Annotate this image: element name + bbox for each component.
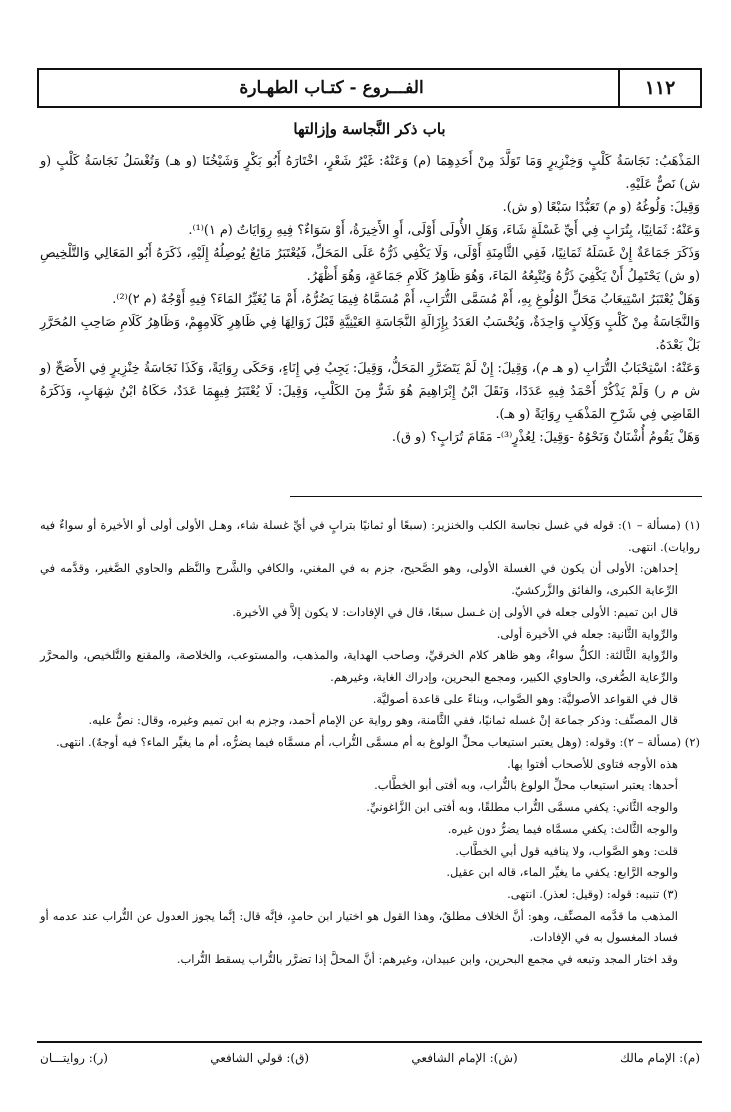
main-paragraph: المَذْهَبُ: نَجَاسَةُ كَلْبٍ وَخِنْزِيرٍ وَمَا تَوَلَّدَ مِنْ أَحَدِهِمَا (م) وَعَنْهُ: غَيْرُ شَعْرٍ، اخْتَارَهُ أَبُو بَكْرٍ وَشَيْخُنَا (و هـ) وَتُغْسَلُ نَجَاسَةُ كَلْبٍ (و ش) نَصٌّ عَلَيْهِ. [40, 154, 700, 192]
footnote-line: والرِّواية الثَّالثة: الكلُّ سواءٌ، وهو ظاهر كلام الخرقيِّ، وصاحب الهداية، والمذهب، والمستوعب، والخلاصة، والمقنع والتَّلخيص، والمحرَّر والرِّعاية الصُّغرى، والحاوي الكبير، ومجمع البحرين، وإدراك الغاية، وغيرهم. [40, 648, 678, 684]
main-paragraph: وَعَنْهُ: ثَمَانِيًا، بِتُرَابٍ فِي أَيِّ غَسْلَةٍ شَاءَ، وَهَلِ الأُولَى أَوْلَى، أَوِ الأَخِيرَةُ، أَوْ سَوَاءٌ؟ فِيهِ رِوَايَاتٌ (م ١)⁽¹⁾. [188, 223, 700, 238]
footnote-line: والوجه الثَّالث: يكفي مسمَّاه فيما يضرُّ دون غيره. [447, 821, 678, 836]
footnote-line: والوجه الثَّاني: يكفي مسمَّى التُّراب مطلقًا، وبه أفتى ابن الزَّاغونيِّ. [366, 800, 678, 815]
main-text [40, 150, 700, 449]
footnote-line: المذهب ما قدَّمه المصنِّف، وهو: أنَّ الخلاف مطلقٌ، وهذا القول هو اختيار ابن حامدٍ، فإنَّه قال: إنَّما يجوز العدول عن التُّراب عند عدمه أو فساد المغسول به في الإفادات. [40, 908, 678, 945]
legend-shafii: (ش): الإمام الشافعي [411, 1051, 518, 1065]
main-paragraph: وَالنَّجَاسَةُ مِنْ كَلْبٍ وَكِلَابٍ وَاحِدَةٌ، وَيُحْسَبُ العَدَدُ بِإِزَالَةِ النَّجَاسَةِ العَيْنِيَّةِ قَبْلَ زَوَالِهَا فِي ظَاهِرِ كَلَامِهِمْ، وَظَاهِرُ كَلَامِ صَاحِبِ المُحَرَّرِ بَلْ بَعْدَهُ. [40, 315, 700, 353]
footnote-line: هذه الأوجه فتاوى للأصحاب أفتوا بها. [507, 756, 678, 771]
footnotes [40, 515, 700, 971]
main-paragraph: وَهَلْ يُعْتَبَرُ اسْتِيعَابُ مَحَلِّ الوُلُوغِ بِهِ، أَمْ مُسَمَّى التُّرَابِ، أَمْ مُسَمَّاهُ فِيمَا يَضُرُّهُ، أَمْ مَا يُغَيِّرُ المَاءَ؟ فِيهِ أَوْجُهٌ (م ٢)⁽²⁾. [112, 292, 700, 307]
legend-shafii-sayings: (ق): قولي الشافعي [210, 1051, 310, 1065]
footer-rule [37, 1041, 702, 1043]
footnote-line: والوجه الرَّابع: يكفي ما يغيِّر الماء، قاله ابن عقيل. [446, 865, 678, 880]
footnote-separator [290, 496, 702, 497]
chapter-title: باب ذكر النَّجاسة وإزالتها [293, 120, 446, 138]
page-header [37, 68, 702, 108]
footnote-line: إحداهن: الأولى أن يكون في الغسلة الأولى، وهو الصَّحيح، جزم به في المغني، والكافي والشَّرح والنَّظم والحاوي الصَّغير، وقدَّمه في الرِّعاية الكبرى، والفائق والزَّركشيّ. [40, 561, 678, 598]
footnote-line: أحدها: يعتبر استيعاب محلِّ الولوغ بالتُّراب، وبه أفتى أبو الخطَّاب. [374, 778, 678, 793]
footnote-line: (٢) (مسألة – ٢): وقوله: (وهل يعتبر استيعاب محلِّ الولوغ به أم مسمَّى التُّراب، أم مسمَّاه فيما يضرُّه، أم ما يغيِّر الماء؟ فيه أوجهٌ). انتهى. [55, 735, 700, 750]
main-paragraph: وَهَلْ يَقُومُ أُشْنَانٌ وَنَحْوُهُ -وَقِيلَ: لِعُذْرٍ⁽³⁾- مَقَامَ تُرَابٍ؟ (و ق). [391, 430, 700, 445]
main-paragraph: وَعَنْهُ: اسْتِحْبَابُ التُّرَابِ (و هـ م)، وَقِيلَ: إِنْ لَمْ يَتَضَرَّرِ المَحَلُّ، وَقِيلَ: يَجِبُ فِي إِنَاءٍ، وَحَكَى رِوَايَةً، وَكَذَا نَجَاسَةُ خِنْزِيرٍ فِي الأَصَحِّ (و ش م ر) وَلَمْ يَذْكُرْ أَحْمَدُ فِيهِ عَدَدًا، وَنَقَلَ ابْنُ إِبْرَاهِيمَ هُوَ شَرٌّ مِنَ الكَلْبِ، وَقِيلَ: لَا يُعْتَبَرُ فِيهِمَا عَدَدٌ، حَكَاهُ ابْنُ شِهَابٍ، وَذَكَرَهُ القَاضِي فِي شَرْحِ المَذْهَبِ رِوَايَةً (و هـ). [40, 361, 700, 422]
running-title: الفـــروع - كتـاب الطهـارة [239, 78, 424, 98]
footnote-line: وقد اختار المجد وتبعه في مجمع البحرين، وابن عبيدان، وغيرهم: أنَّ المحلَّ إذا تضرَّر بالتُّراب يسقط التُّراب. [176, 952, 678, 967]
footnote-line: قال ابن تميم: الأولى جعله في الأولى إن غـسل سبعًا، قال في الإفادات: لا يكون إلاَّ في الأخيرة. [232, 604, 678, 619]
abbreviation-legend [40, 1046, 700, 1070]
footnote-line: قال المصنِّف: وذكر جماعة إنْ غسله ثمانيًا، ففي الثَّامنة، وهو رواية عن الإمام أحمد، وجزم به ابن تميم وغيره، وقال: نصٌّ عليه. [88, 713, 678, 728]
footnote-line: (٣) تنبيه: قوله: (وقيل: لعذر). انتهى. [507, 886, 678, 901]
main-paragraph: وَقِيلَ: وَلُوغُهُ (و م) تَعَبُّدًا سَبْعًا (و ش). [502, 200, 700, 215]
footnote-line: والرِّواية الثَّانية: جعله في الأخيرة أولى. [496, 626, 678, 641]
footnote-line: (١) (مسألة – ١): قوله في غسل نجاسة الكلب والخنزير: (سبعًا أو ثمانيًا بترابٍ في أيِّ غسلة شاء، وهـل الأولى أولى أو الأخيرة أو سواءٌ فيه روايات). انتهى. [40, 518, 700, 554]
footnote-line: قلت: وهو الصَّواب، ولا ينافيه قول أبي الخطَّاب. [455, 843, 678, 858]
footnote-line: قال في القواعد الأصوليَّة: وهو الصَّواب، وبناءً على قاعدة أصوليَّة. [372, 691, 678, 706]
main-paragraph: وَذَكَرَ جَمَاعَةٌ إِنْ غَسَلَهُ ثَمَانِيًا، فَفِي الثَّامِنَةِ أَوْلَى، وَلَا يَكْفِي ذَرُّهُ عَلَى المَحَلِّ، فَيُعْتَبَرُ مَائِعٌ يُوصِلُهُ إِلَيْهِ، ذَكَرَهُ أَبُو المَعَالِي وَالتَّلْخِيصِ (و ش) يَحْتَمِلُ أَنْ يَكْفِيَ ذَرُّهُ وَيُتْبِعُهُ المَاءَ، وَهُوَ ظَاهِرُ كَلَامِ جَمَاعَةٍ، وَهُوَ أَظْهَرُ. [40, 246, 700, 284]
page-number: ١١٢ [644, 77, 676, 99]
legend-two-narrations: (ر): روايتـــان [40, 1051, 108, 1065]
legend-malik: (م): الإمام مالك [619, 1051, 700, 1065]
